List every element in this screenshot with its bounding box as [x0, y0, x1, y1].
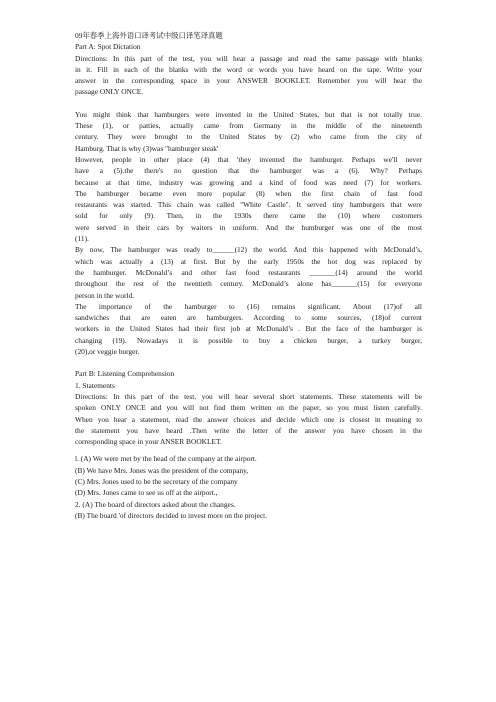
passage-line: workers in the United States had their first job at McDonald’s . But the face of the hamburger is — [75, 324, 422, 334]
part-b-directions-line: Directions: In this part of the test, you will hear several short statements. These statements will be — [75, 391, 422, 401]
passage-line: These (1), or patties, actually came from Germany in the middle of the nineteenth — [75, 121, 422, 131]
part-b-directions-line: spoken ONLY ONCE and you will not find them written on the paper, so you must listen carefully. — [75, 403, 422, 413]
part-b-directions-line: the statement you have heard .Then write the letter of the answer you have chosen in the — [75, 425, 422, 435]
passage-line: You might think that hamburgers were invented in the United States, but that is not totally true. — [75, 109, 422, 119]
passage-line: By now, The hamburger was ready to______(12) the world. And this happened with McDonald’s, — [75, 245, 422, 255]
part-a-directions-line: passage ONLY ONCE. — [75, 87, 144, 97]
answer-option: (B) The board 'of directors decided to invest more on the project. — [75, 510, 268, 520]
passage-line: were served in their cars by waiters in uniform. And the humburger was one of the most — [75, 222, 422, 232]
answer-option: (D) Mrs. Jones came to see us off at the airport., — [75, 488, 218, 498]
passage-line: restaurants was started. This chain was called "White Castle". It served tiny hamburgers that were — [75, 200, 422, 210]
passage-line: (20),or veggie burger. — [75, 347, 140, 357]
passage-line: (11). — [75, 234, 89, 244]
passage-line: Hamburg. That is why (3)was "hamburger steak' — [75, 143, 219, 153]
passage-line: have a (5).the there's no question that the hamburger was a (6). Why? Perhaps — [75, 166, 422, 176]
answer-option: (B) We have Mrs. Jones was the president of the company, — [75, 465, 249, 475]
answer-option: l. (A) We were met by the head of the company at the airport. — [75, 454, 257, 464]
part-b-directions-line: corresponding space in your ANSER BOOKLET. — [75, 437, 222, 447]
part-a-directions-line: Directions: In this part of the test, you will hear a passage and read the same passage with blanks — [75, 53, 422, 63]
passage-line: the hamburger. McDonald’s and other fast food restaurants _______(14) around the world — [75, 267, 422, 277]
part-a-directions-line: answer in the corresponding space in your ANSWER BOOKLET. Remember you will hear the — [75, 76, 422, 86]
part-b-subheading: 1. Statements — [75, 380, 115, 390]
passage-line: The importance of the hamburger to (16) remains significant. About (17)of all — [75, 301, 422, 311]
document-page — [75, 30, 422, 521]
passage-line: which was actually a (13) at first. But by the early 1950s the hot dog was replaced by — [75, 256, 422, 266]
passage-line: changing (19). Nowadays it is possible to buy a chicken burger, a turkey burger, — [75, 335, 422, 345]
passage-line: sold for only (9). Then, in the 1930s there came the (10) where customers — [75, 211, 422, 221]
passage-line: sandwiches that are eaten are hamburgers. According to some sources, (18)of current — [75, 313, 422, 323]
passage-line: century. They were brought to the United States by (2) who came from the city of — [75, 132, 422, 142]
document-title: 09年春季上海外语口译考试中级口译笔译真题 — [75, 31, 223, 40]
answer-option: (C) Mrs. Jones used to be the secretary of the company — [75, 476, 238, 486]
passage-line: because at that time, industry was growing and a kind of food was need (7) for workers. — [75, 177, 422, 187]
part-b-directions-line: When you hear a statement, read the answer choices and decide which one is closest in meaning to — [75, 414, 422, 424]
passage-line: However, people in other place (4) that 'they invented the hamburger. Perhaps we'll never — [75, 154, 422, 164]
part-b-heading: Part B: Listening Comprehension — [75, 369, 175, 379]
passage-line: throughout the rest of the twentieth century. McDonald’s alone has_______(15) for everyone — [75, 279, 422, 289]
answer-option: 2. (A) The board of directors asked about the changes. — [75, 499, 236, 509]
passage-line: The hamburger became even more popular (8) when the first chain of fast food — [75, 188, 422, 198]
part-a-directions-line: in it. Fill in each of the blanks with the word or words you have heard on the tape. Write your — [75, 64, 422, 74]
passage-line: person in the world. — [75, 290, 135, 300]
part-a-heading: Part A: Spot Dictation — [75, 42, 141, 52]
